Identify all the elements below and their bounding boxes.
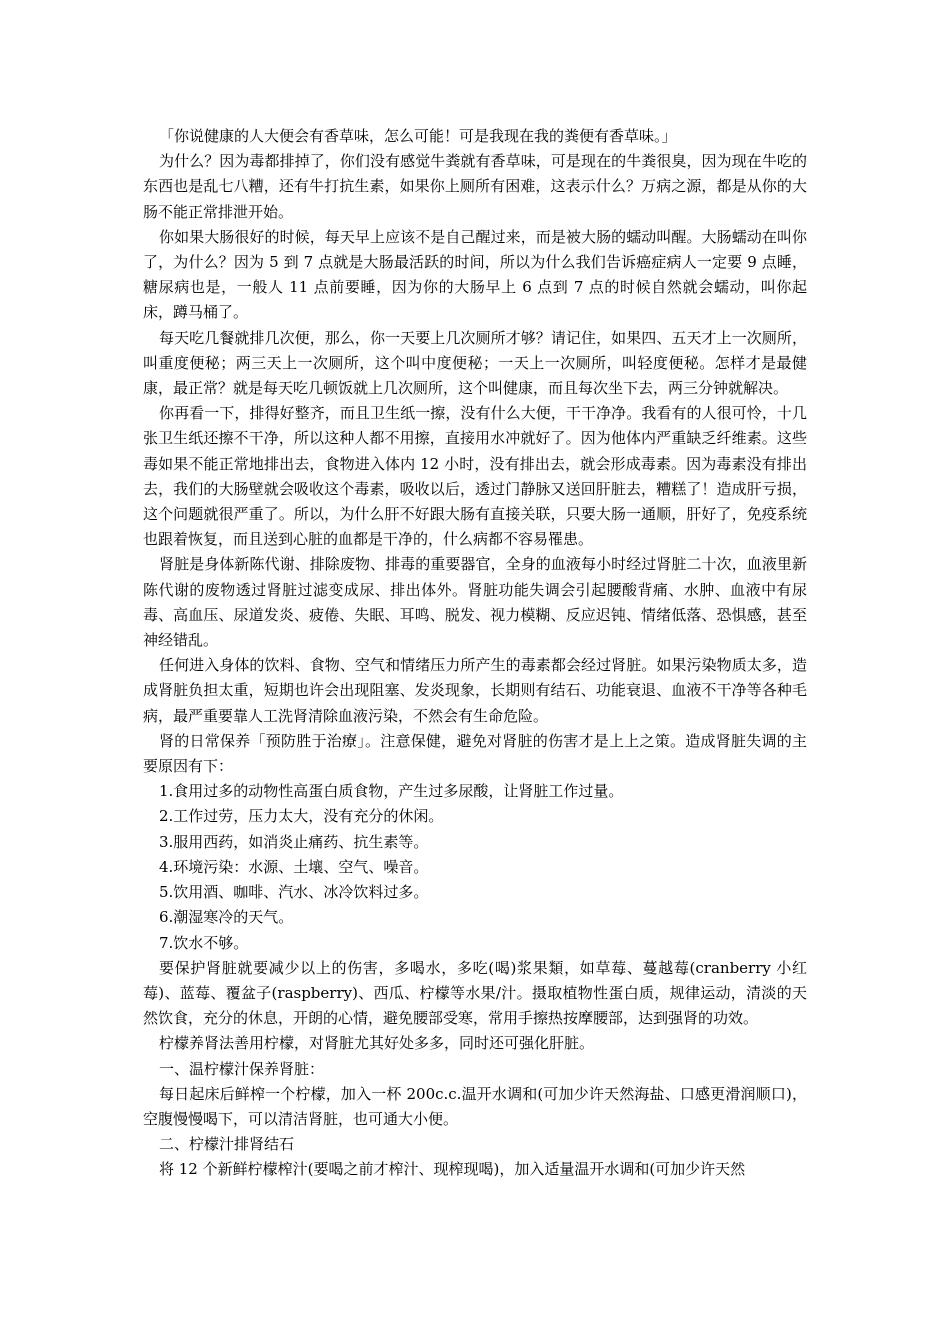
list-item: 6.潮湿寒冷的天气。 bbox=[159, 908, 294, 927]
list-item: 4.环境污染：水源、土壤、空气、噪音。 bbox=[159, 857, 429, 876]
section-heading: 二、柠檬汁排肾结石 bbox=[159, 1135, 295, 1154]
paragraph: 每日起床后鲜榨一个柠檬，加入一杯 200c.c.温开水调和(可加少许天然海盐、口感更滑润顺口)，空腹慢慢喝下，可以清洁肾脏，也可通大小便。 bbox=[143, 1084, 807, 1128]
paragraph: 为什么？因为毒都排掉了，你们没有感觉牛粪就有香草味，可是现在的牛粪很臭，因为现在牛吃的东西也是乱七八糟，还有牛打抗生素，如果你上厕所有困难，这表示什么？万病之源，都是从你的大肠不能正常排泄开始。 bbox=[143, 152, 807, 221]
paragraph: 要保护肾脏就要减少以上的伤害，多喝水，多吃(喝)浆果類，如草莓、蔓越莓(cranberry 小红莓)、蓝莓、覆盆子(raspberry)、西瓜、柠檬等水果/汁。摄取植物性蛋白质，规律运动，清淡的天然饮食，充分的休息，开朗的心情，避免腰部受寒，常用手擦热按摩腰部，达到强肾的功效。 bbox=[143, 958, 807, 1028]
paragraph: 你如果大肠很好的时候，每天早上应该不是自己醒过来，而是被大肠的蠕动叫醒。大肠蠕动在叫你了，为什么？因为 5 到 7 点就是大肠最活跃的时间，所以为什么我们告诉癌症病人一定要 9 点睡，糖尿病也是，一般人 11 点前要睡，因为你的大肠早上 6 点到 7 点的时候自然就会蠕动，叫你起床，蹲马桶了。 bbox=[143, 227, 807, 322]
paragraph: 任何进入身体的饮料、食物、空气和情绪压力所产生的毒素都会经过肾脏。如果污染物质太多，造成肾脏负担太重，短期也许会出现阻塞、发炎现象，长期则有结石、功能衰退、血液不干净等各种毛病，最严重要靠人工洗肾清除血液污染，不然会有生命危险。 bbox=[143, 656, 807, 725]
paragraph: 将 12 个新鲜柠檬榨汁(要喝之前才榨汁、现榨现喝)，加入适量温开水调和(可加少许天然 bbox=[159, 1160, 746, 1179]
list-item: 2.工作过劳，压力太大，没有充分的休闲。 bbox=[159, 807, 444, 826]
paragraph: 肾的日常保养「预防胜于治療」。注意保健，避免对肾脏的伤害才是上上之策。造成肾脏失调的主要原因有下： bbox=[143, 731, 807, 776]
paragraph: 柠檬养肾法善用柠檬，对肾脏尤其好处多多，同时还可强化肝脏。 bbox=[159, 1034, 595, 1053]
list-item: 1.食用过多的动物性高蛋白质食物，产生过多尿酸，让肾脏工作过量。 bbox=[159, 782, 624, 801]
paragraph: 「你说健康的人大便会有香草味，怎么可能！可是我现在我的粪便有香草味。」 bbox=[159, 127, 677, 145]
list-item: 3.服用西药，如消炎止痛药、抗生素等。 bbox=[159, 832, 429, 851]
paragraph: 你再看一下，排得好整齐，而且卫生纸一擦，没有什么大便，干干净净。我看有的人很可怜，十几张卫生纸还擦不干净，所以这种人都不用擦，直接用水冲就好了。因为他体内严重缺乏纤维素。这些毒如果不能正常地排出去，食物进入体内 12 小时，没有排出去，就会形成毒素。因为毒素没有排出去，我们的大肠壁就会吸收这个毒素，吸收以后，透过门静脉又送回肝脏去，糟糕了！造成肝亏损，这个问题就很严重了。所以，为什么肝不好跟大肠有直接关联，只要大肠一通顺，肝好了，免疫系统也跟着恢复，而且送到心脏的血都是干净的，什么病都不容易罹患。 bbox=[143, 404, 807, 549]
paragraph: 每天吃几餐就排几次便，那么，你一天要上几次厕所才够？请记住，如果四、五天才上一次厕所，叫重度便秘；两三天上一次厕所，这个叫中度便秘；一天上一次厕所，叫轻度便秘。怎样才是最健康，最正常？就是每天吃几顿饭就上几次厕所，这个叫健康，而且每次坐下去，两三分钟就解决。 bbox=[143, 328, 807, 398]
paragraph: 肾脏是身体新陈代谢、排除废物、排毒的重要器官，全身的血液每小时经过肾脏二十次，血液里新陈代谢的废物透过肾脏过滤变成尿、排出体外。肾脏功能失调会引起腰酸背痛、水肿、血液中有尿毒、高血压、尿道发炎、疲倦、失眠、耳鸣、脱发、视力模糊、反应迟钝、情绪低落、恐惧感，甚至神经错乱。 bbox=[143, 555, 807, 650]
document-body bbox=[143, 124, 807, 1183]
section-heading: 一、温柠檬汁保养肾脏： bbox=[159, 1059, 325, 1078]
list-item: 5.饮用酒、咖啡、汽水、冰冷饮料过多。 bbox=[159, 883, 429, 902]
list-item: 7.饮水不够。 bbox=[159, 933, 249, 952]
